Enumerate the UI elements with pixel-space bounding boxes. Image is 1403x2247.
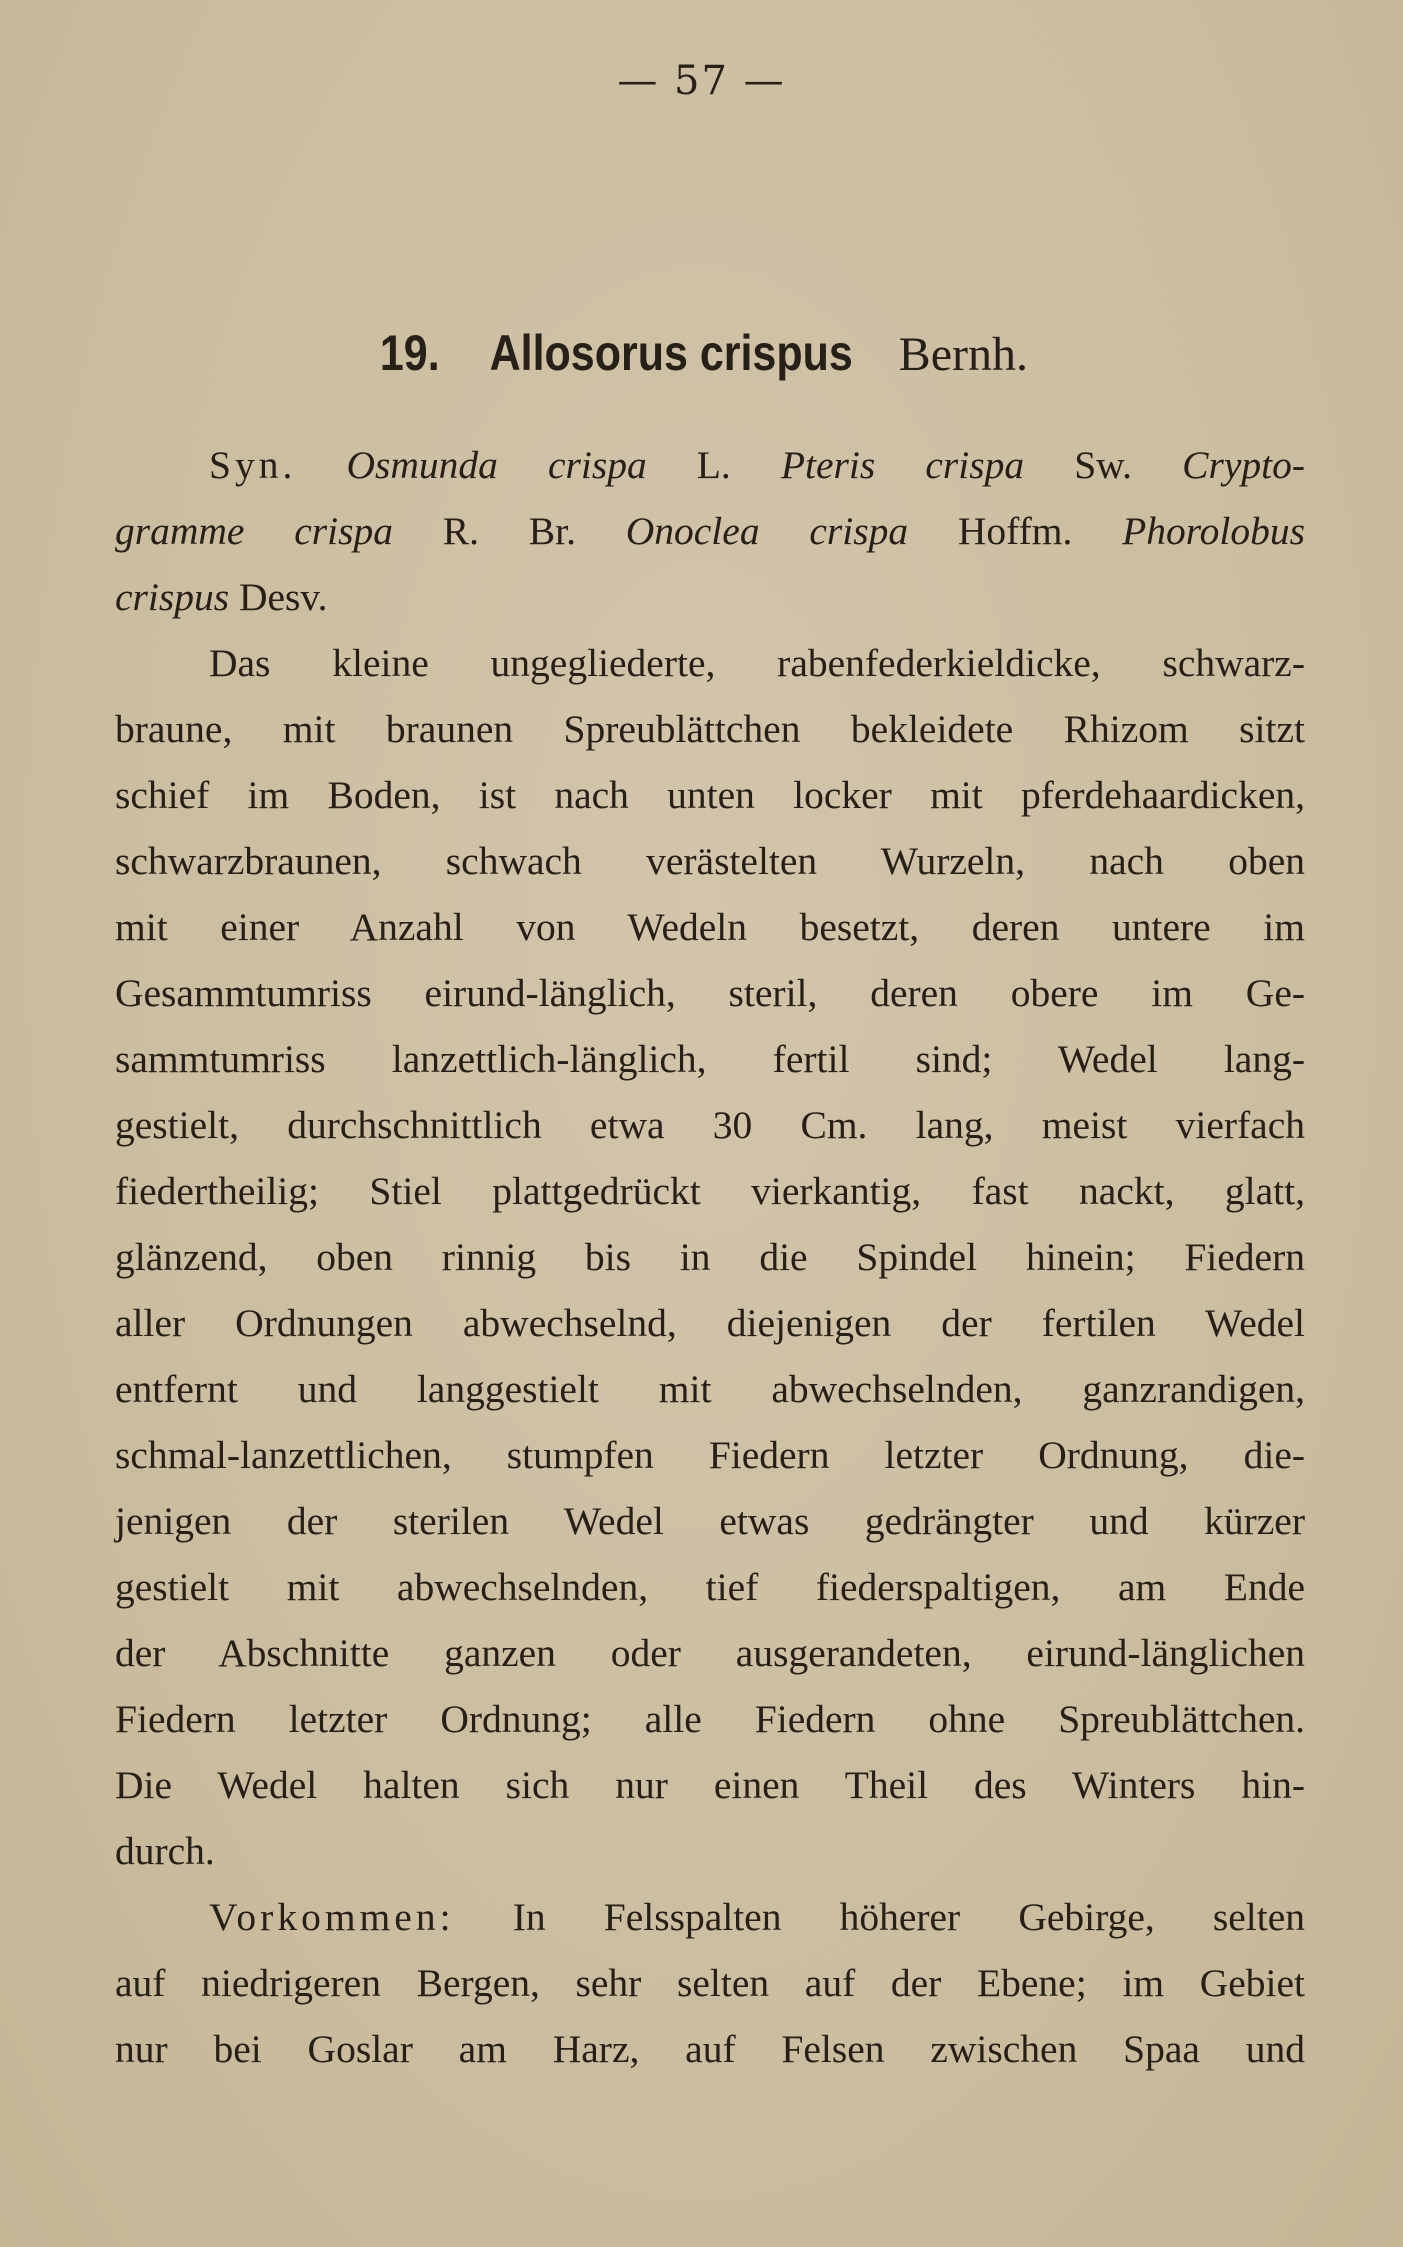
page-number: — 57 — <box>617 58 786 104</box>
description-line: sammtumriss lanzettlich-länglich, fertil sind; Wedel lang- <box>115 1037 1305 1081</box>
description-line: gestielt, durchschnittlich etwa 30 Cm. lang, meist vierfach <box>115 1103 1305 1147</box>
description-line: jenigen der sterilen Wedel etwas gedrängter und kürzer <box>115 1499 1305 1543</box>
heading-species-name: Allosorus crispus <box>489 325 854 381</box>
description-line: braune, mit braunen Spreublättchen bekleidete Rhizom sitzt <box>115 707 1305 751</box>
description-line: fiedertheilig; Stiel plattgedrückt vierkantig, fast nackt, glatt, <box>115 1169 1305 1213</box>
heading-author: Bernh. <box>898 328 1028 381</box>
description-line: schwarzbraunen, schwach verästelten Wurzeln, nach oben <box>115 839 1305 883</box>
occurrence-line-1: Vorkommen: In Felsspalten höherer Gebirge, selten <box>209 1895 1305 1939</box>
body-text <box>115 432 1305 2082</box>
occurrence-line-3: nur bei Goslar am Harz, auf Felsen zwischen Spaa und <box>115 2027 1305 2071</box>
description-line: schmal-lanzettlichen, stumpfen Fiedern letzter Ordnung, die- <box>115 1433 1305 1477</box>
synonyms-line-3: crispus Desv. <box>115 575 328 619</box>
occurrence-line-2: auf niedrigeren Bergen, sehr selten auf der Ebene; im Gebiet <box>115 1961 1305 2005</box>
synonyms-line-2: gramme crispa R. Br. Onoclea crispa Hoffm. Phorolobus <box>115 509 1306 553</box>
species-heading <box>0 318 1403 390</box>
description-line: durch. <box>115 1829 215 1873</box>
description-line: schief im Boden, ist nach unten locker mit pferdehaardicken, <box>115 773 1305 817</box>
description-line: Die Wedel halten sich nur einen Theil des Winters hin- <box>115 1763 1305 1807</box>
description-line: der Abschnitte ganzen oder ausgerandeten, eirund-länglichen <box>115 1631 1305 1675</box>
occurrence-label: Vorkommen: <box>209 1895 455 1939</box>
description-line: Das kleine ungegliederte, rabenfederkieldicke, schwarz- <box>209 641 1305 685</box>
description-line: gestielt mit abwechselnden, tief fiederspaltigen, am Ende <box>115 1565 1305 1609</box>
description-line: glänzend, oben rinnig bis in die Spindel hinein; Fiedern <box>115 1235 1305 1279</box>
description-line: Fiedern letzter Ordnung; alle Fiedern ohne Spreublättchen. <box>115 1697 1305 1741</box>
heading-number: 19. <box>379 325 440 381</box>
description-line: aller Ordnungen abwechselnd, diejenigen der fertilen Wedel <box>115 1301 1305 1345</box>
description-line: Gesammtumriss eirund-länglich, steril, deren obere im Ge- <box>115 971 1305 1015</box>
description-line: mit einer Anzahl von Wedeln besetzt, deren untere im <box>115 905 1305 949</box>
description-line: entfernt und langgestielt mit abwechselnden, ganzrandigen, <box>115 1367 1305 1411</box>
synonyms-line-1: Syn. Osmunda crispa L. Pteris crispa Sw. Crypto- <box>209 443 1305 487</box>
